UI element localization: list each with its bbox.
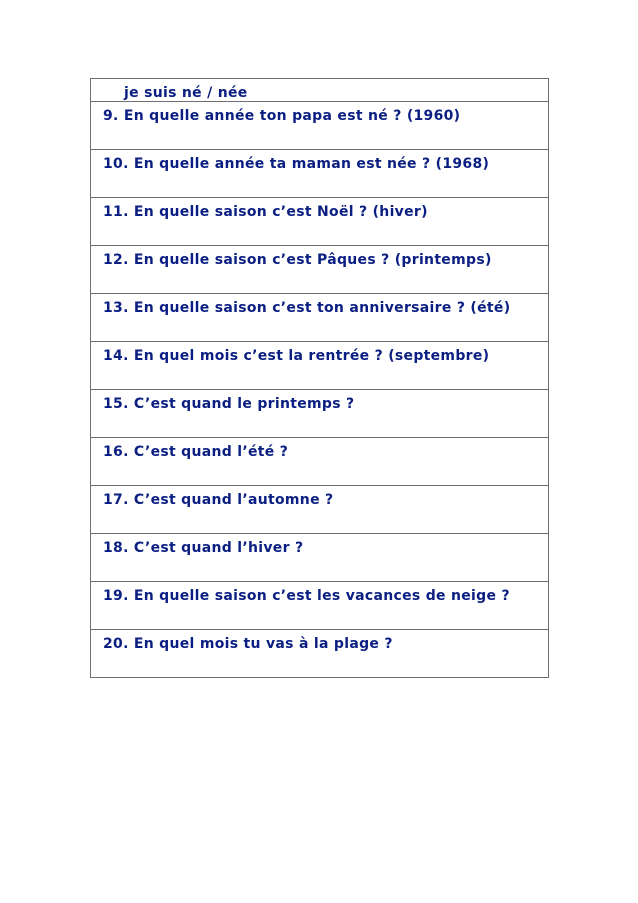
question-row <box>91 390 548 438</box>
question-text: 13. En quelle saison c’est ton anniversaire ? (été) <box>103 300 511 316</box>
question-row <box>91 486 548 534</box>
header-text: je suis né / née <box>124 85 248 101</box>
question-row <box>91 294 548 342</box>
question-text: 19. En quelle saison c’est les vacances de neige ? <box>103 588 510 604</box>
question-text: 15. C’est quand le printemps ? <box>103 396 355 412</box>
question-text: 17. C’est quand l’automne ? <box>103 492 334 508</box>
question-row <box>91 582 548 630</box>
question-row <box>91 198 548 246</box>
question-text: 20. En quel mois tu vas à la plage ? <box>103 636 393 652</box>
question-row <box>91 246 548 294</box>
question-table <box>90 78 549 678</box>
question-text: 16. C’est quand l’été ? <box>103 444 289 460</box>
question-row <box>91 102 548 150</box>
question-text: 9. En quelle année ton papa est né ? (1960) <box>103 108 461 124</box>
question-text: 11. En quelle saison c’est Noël ? (hiver) <box>103 204 428 220</box>
question-row <box>91 534 548 582</box>
question-row <box>91 342 548 390</box>
question-text: 14. En quel mois c’est la rentrée ? (septembre) <box>103 348 490 364</box>
question-text: 12. En quelle saison c’est Pâques ? (printemps) <box>103 252 492 268</box>
question-row <box>91 150 548 198</box>
question-row <box>91 630 548 678</box>
question-text: 10. En quelle année ta maman est née ? (1968) <box>103 156 490 172</box>
header-row <box>91 79 548 102</box>
question-row <box>91 438 548 486</box>
question-text: 18. C’est quand l’hiver ? <box>103 540 304 556</box>
